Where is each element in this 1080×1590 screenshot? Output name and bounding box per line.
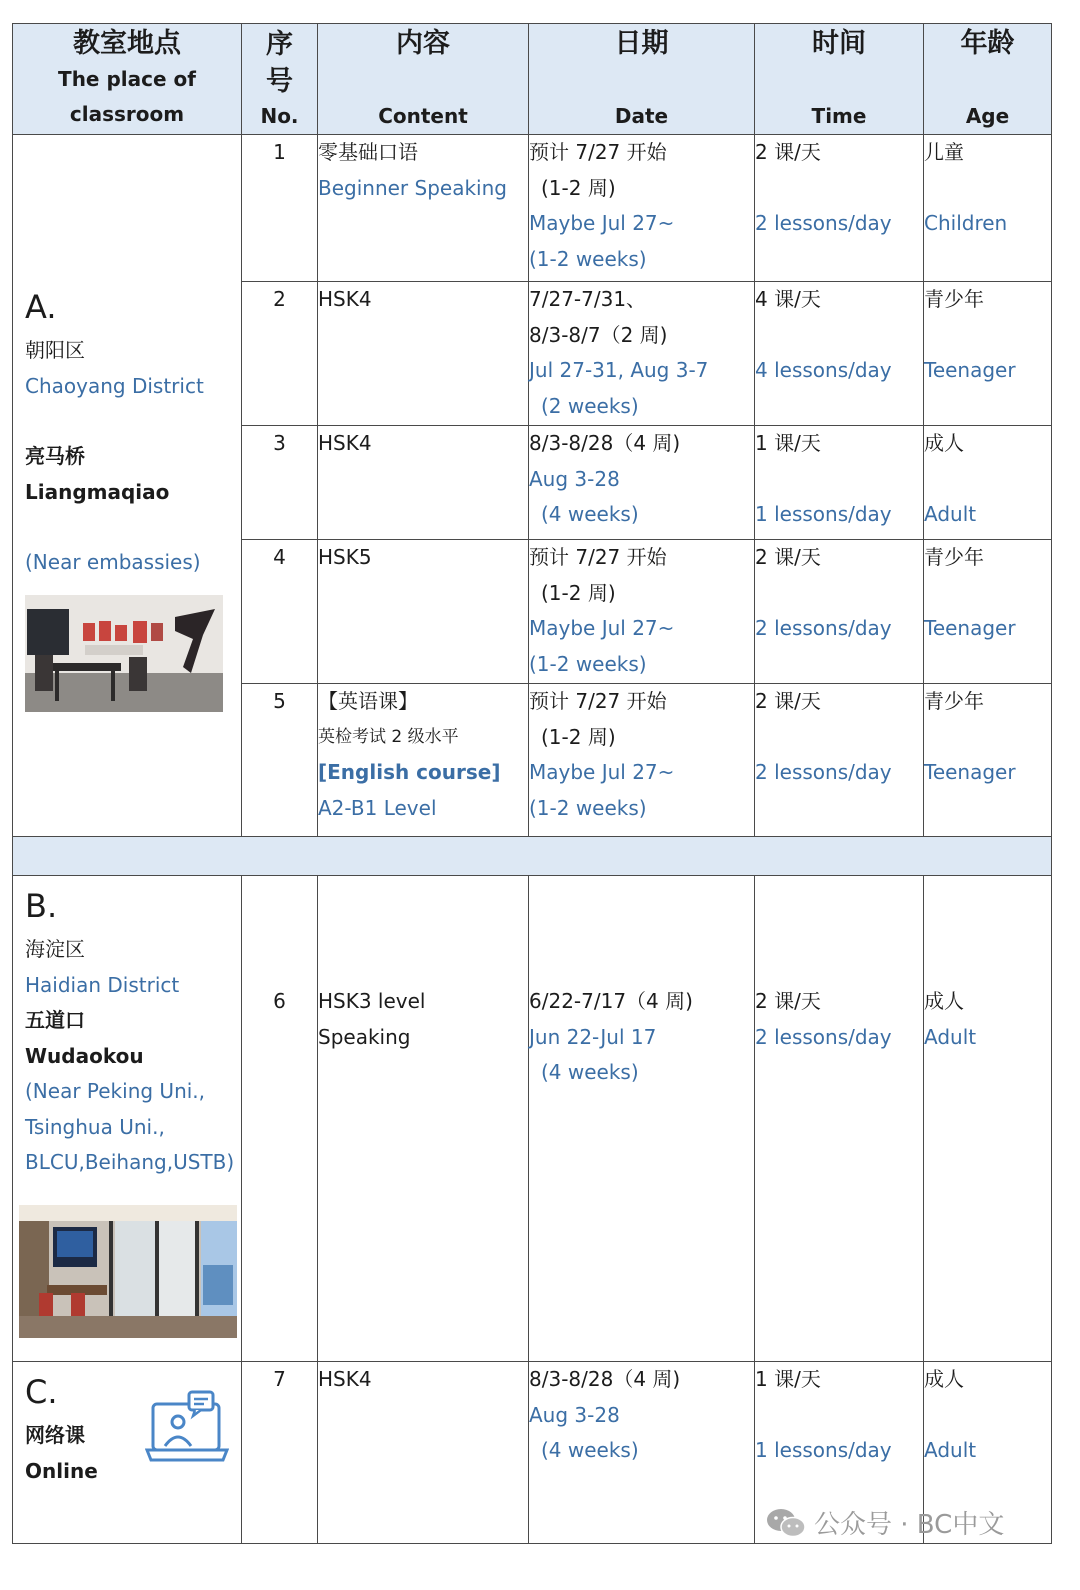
location-a bbox=[13, 135, 241, 712]
age-cell bbox=[924, 684, 1052, 837]
table-row bbox=[13, 135, 1052, 282]
date-cell bbox=[529, 684, 755, 837]
content-cell bbox=[318, 876, 529, 1362]
content-cell bbox=[318, 1362, 529, 1544]
time-cell bbox=[755, 426, 924, 540]
location-letter: A. bbox=[25, 288, 57, 326]
content-cn: HSK4 bbox=[318, 431, 372, 455]
table-row bbox=[13, 876, 1052, 1362]
age-cell bbox=[924, 282, 1052, 426]
time-cell bbox=[755, 876, 924, 1362]
age-en: Teenager bbox=[924, 358, 1016, 382]
time-cn: 2 课/天 bbox=[755, 140, 821, 164]
location-letter: C. bbox=[25, 1373, 58, 1411]
age-en: Adult bbox=[924, 502, 977, 526]
content-cn-2: 英检考试 2 级水平 bbox=[318, 726, 459, 747]
row-number: 1 bbox=[242, 135, 318, 282]
area-cn: 亮马桥 bbox=[25, 444, 85, 468]
time-en: 1 lessons/day bbox=[755, 1438, 892, 1462]
date-en: Aug 3-28 bbox=[529, 1402, 620, 1427]
online-en: Online bbox=[25, 1458, 98, 1483]
date-en-duration: (4 weeks) bbox=[541, 1438, 639, 1462]
time-cell bbox=[755, 684, 924, 837]
header-content bbox=[318, 24, 529, 135]
row-number: 6 bbox=[242, 876, 318, 1362]
header-place-en-1: The place of bbox=[58, 67, 196, 91]
time-en: 1 lessons/day bbox=[755, 502, 892, 526]
date-cn: 8/3-8/28（4 周) bbox=[529, 431, 681, 455]
header-date-en: Date bbox=[614, 104, 669, 128]
classroom-photo bbox=[19, 1205, 237, 1338]
age-cell bbox=[924, 876, 1052, 1362]
content-cell bbox=[318, 426, 529, 540]
district-cn: 海淀区 bbox=[25, 937, 85, 961]
age-cn: 成人 bbox=[924, 1367, 964, 1391]
time-en: 2 lessons/day bbox=[755, 211, 892, 235]
date-cn-duration: (1-2 周) bbox=[541, 580, 616, 605]
near-note-2: Tsinghua Uni., bbox=[25, 1114, 165, 1139]
header-age-cn: 年龄 bbox=[960, 28, 1015, 59]
date-cn-duration: (1-2 周) bbox=[541, 175, 616, 200]
date-cell bbox=[529, 1362, 755, 1544]
time-en: 2 lessons/day bbox=[755, 616, 892, 640]
age-cell bbox=[924, 540, 1052, 684]
location-a-cell bbox=[13, 135, 242, 837]
district-cn: 朝阳区 bbox=[25, 338, 85, 362]
content-en: [English course] bbox=[318, 760, 501, 784]
date-cell bbox=[529, 876, 755, 1362]
age-en: Children bbox=[924, 211, 1008, 235]
time-cell bbox=[755, 282, 924, 426]
content-line-2: Speaking bbox=[318, 1024, 411, 1049]
time-cn: 2 课/天 bbox=[755, 545, 821, 569]
district-en: Chaoyang District bbox=[25, 373, 204, 398]
date-cn-duration: (1-2 周) bbox=[541, 724, 616, 749]
date-en-duration: (2 weeks) bbox=[541, 393, 639, 418]
near-note-1: (Near Peking Uni., bbox=[25, 1079, 206, 1103]
header-age-en: Age bbox=[965, 104, 1010, 128]
location-b-cell bbox=[13, 876, 242, 1362]
age-en: Teenager bbox=[924, 760, 1016, 784]
date-cell bbox=[529, 426, 755, 540]
time-cn: 1 课/天 bbox=[755, 1367, 821, 1391]
online-cn: 网络课 bbox=[25, 1423, 85, 1447]
age-cell bbox=[924, 135, 1052, 282]
watermark-text: 公众号 · BC中文 bbox=[814, 1510, 1005, 1540]
header-content-en: Content bbox=[378, 104, 468, 128]
area-en: Liangmaqiao bbox=[25, 479, 170, 504]
date-cell bbox=[529, 282, 755, 426]
near-note-3: BLCU,Beihang,USTB) bbox=[25, 1150, 235, 1174]
age-cell bbox=[924, 426, 1052, 540]
header-place-en bbox=[13, 62, 241, 132]
header-date bbox=[529, 24, 755, 135]
content-cell bbox=[318, 282, 529, 426]
row-number: 4 bbox=[242, 540, 318, 684]
header-no-en: No. bbox=[260, 104, 299, 128]
date-cn: 8/3-8/28（4 周) bbox=[529, 1367, 681, 1391]
date-cell bbox=[529, 540, 755, 684]
header-no-cn-1: 序 bbox=[266, 29, 293, 60]
separator-cell bbox=[13, 837, 1052, 876]
content-cn: HSK5 bbox=[318, 545, 372, 569]
header-no-cn-2: 号 bbox=[266, 66, 293, 97]
header-no bbox=[242, 24, 318, 135]
row-number: 7 bbox=[242, 1362, 318, 1544]
location-letter: B. bbox=[25, 887, 58, 925]
content-cn: 【英语课】 bbox=[318, 689, 418, 713]
date-en-duration: (4 weeks) bbox=[541, 502, 639, 526]
date-en: Maybe Jul 27~ bbox=[529, 760, 675, 784]
time-cn: 1 课/天 bbox=[755, 431, 821, 455]
date-en: Aug 3-28 bbox=[529, 466, 620, 491]
wechat-icon bbox=[766, 1507, 806, 1539]
header-time-cn: 时间 bbox=[812, 28, 866, 59]
date-cn: 预计 7/27 开始 bbox=[529, 545, 667, 569]
time-cell bbox=[755, 540, 924, 684]
date-en-duration: (1-2 weeks) bbox=[529, 651, 647, 676]
date-en-duration: (1-2 weeks) bbox=[529, 246, 647, 271]
area-cn: 五道口 bbox=[25, 1008, 85, 1032]
header-content-cn: 内容 bbox=[396, 28, 450, 59]
row-number: 5 bbox=[242, 684, 318, 837]
age-cn: 成人 bbox=[924, 431, 964, 455]
date-cell bbox=[529, 135, 755, 282]
location-b bbox=[13, 876, 241, 1181]
date-en: Maybe Jul 27~ bbox=[529, 616, 675, 640]
district-en: Haidian District bbox=[25, 972, 180, 997]
online-class-icon bbox=[145, 1388, 229, 1464]
time-cell bbox=[755, 135, 924, 282]
time-en: 4 lessons/day bbox=[755, 358, 892, 382]
age-en: Adult bbox=[924, 1438, 977, 1462]
header-row bbox=[13, 24, 1052, 135]
date-en: Maybe Jul 27~ bbox=[529, 211, 675, 235]
near-note: (Near embassies) bbox=[25, 550, 201, 574]
time-cn: 2 课/天 bbox=[755, 689, 821, 713]
age-cn: 儿童 bbox=[924, 140, 964, 164]
content-cell bbox=[318, 684, 529, 837]
date-cn: 预计 7/27 开始 bbox=[529, 140, 667, 164]
time-cn: 4 课/天 bbox=[755, 287, 821, 311]
header-date-cn: 日期 bbox=[614, 28, 669, 59]
header-time-en: Time bbox=[811, 104, 867, 128]
date-en: Jul 27-31, Aug 3-7 bbox=[529, 358, 709, 382]
age-cn: 青少年 bbox=[924, 545, 984, 569]
content-cn: HSK4 bbox=[318, 287, 372, 311]
content-cell bbox=[318, 540, 529, 684]
header-place-cn: 教室地点 bbox=[73, 28, 181, 59]
course-schedule-table bbox=[12, 23, 1052, 1544]
location-c-cell bbox=[13, 1362, 242, 1544]
header-place-en-2: classroom bbox=[69, 102, 185, 126]
header-place bbox=[13, 24, 242, 135]
header-no-cn bbox=[242, 24, 317, 100]
age-cn: 青少年 bbox=[924, 287, 984, 311]
content-en-2: A2-B1 Level bbox=[318, 795, 437, 820]
date-cn: 6/22-7/17（4 周) bbox=[529, 989, 693, 1013]
date-en-duration: (1-2 weeks) bbox=[529, 795, 647, 820]
header-time bbox=[755, 24, 924, 135]
date-cn: 预计 7/27 开始 bbox=[529, 689, 667, 713]
time-en: 2 lessons/day bbox=[755, 1024, 892, 1049]
age-en: Adult bbox=[924, 1024, 977, 1049]
classroom-photo bbox=[25, 595, 223, 712]
content-cell bbox=[318, 135, 529, 282]
time-cn: 2 课/天 bbox=[755, 989, 821, 1013]
time-en: 2 lessons/day bbox=[755, 760, 892, 784]
date-en-duration: (4 weeks) bbox=[541, 1060, 639, 1084]
age-en: Teenager bbox=[924, 616, 1016, 640]
content-cn: 零基础口语 bbox=[318, 140, 418, 164]
age-cn: 成人 bbox=[924, 989, 964, 1013]
watermark bbox=[766, 1504, 1004, 1541]
content-cn: HSK4 bbox=[318, 1367, 372, 1391]
date-en: Jun 22-Jul 17 bbox=[529, 1024, 657, 1049]
date-cn: 7/27-7/31、 bbox=[529, 287, 647, 311]
header-age bbox=[924, 24, 1052, 135]
area-en: Wudaokou bbox=[25, 1043, 144, 1068]
date-cn-2: 8/3-8/7（2 周) bbox=[529, 322, 668, 347]
content-en: Beginner Speaking bbox=[318, 175, 507, 200]
row-number: 3 bbox=[242, 426, 318, 540]
separator-row bbox=[13, 837, 1052, 876]
row-number: 2 bbox=[242, 282, 318, 426]
content-line-1: HSK3 level bbox=[318, 989, 426, 1013]
age-cn: 青少年 bbox=[924, 689, 984, 713]
